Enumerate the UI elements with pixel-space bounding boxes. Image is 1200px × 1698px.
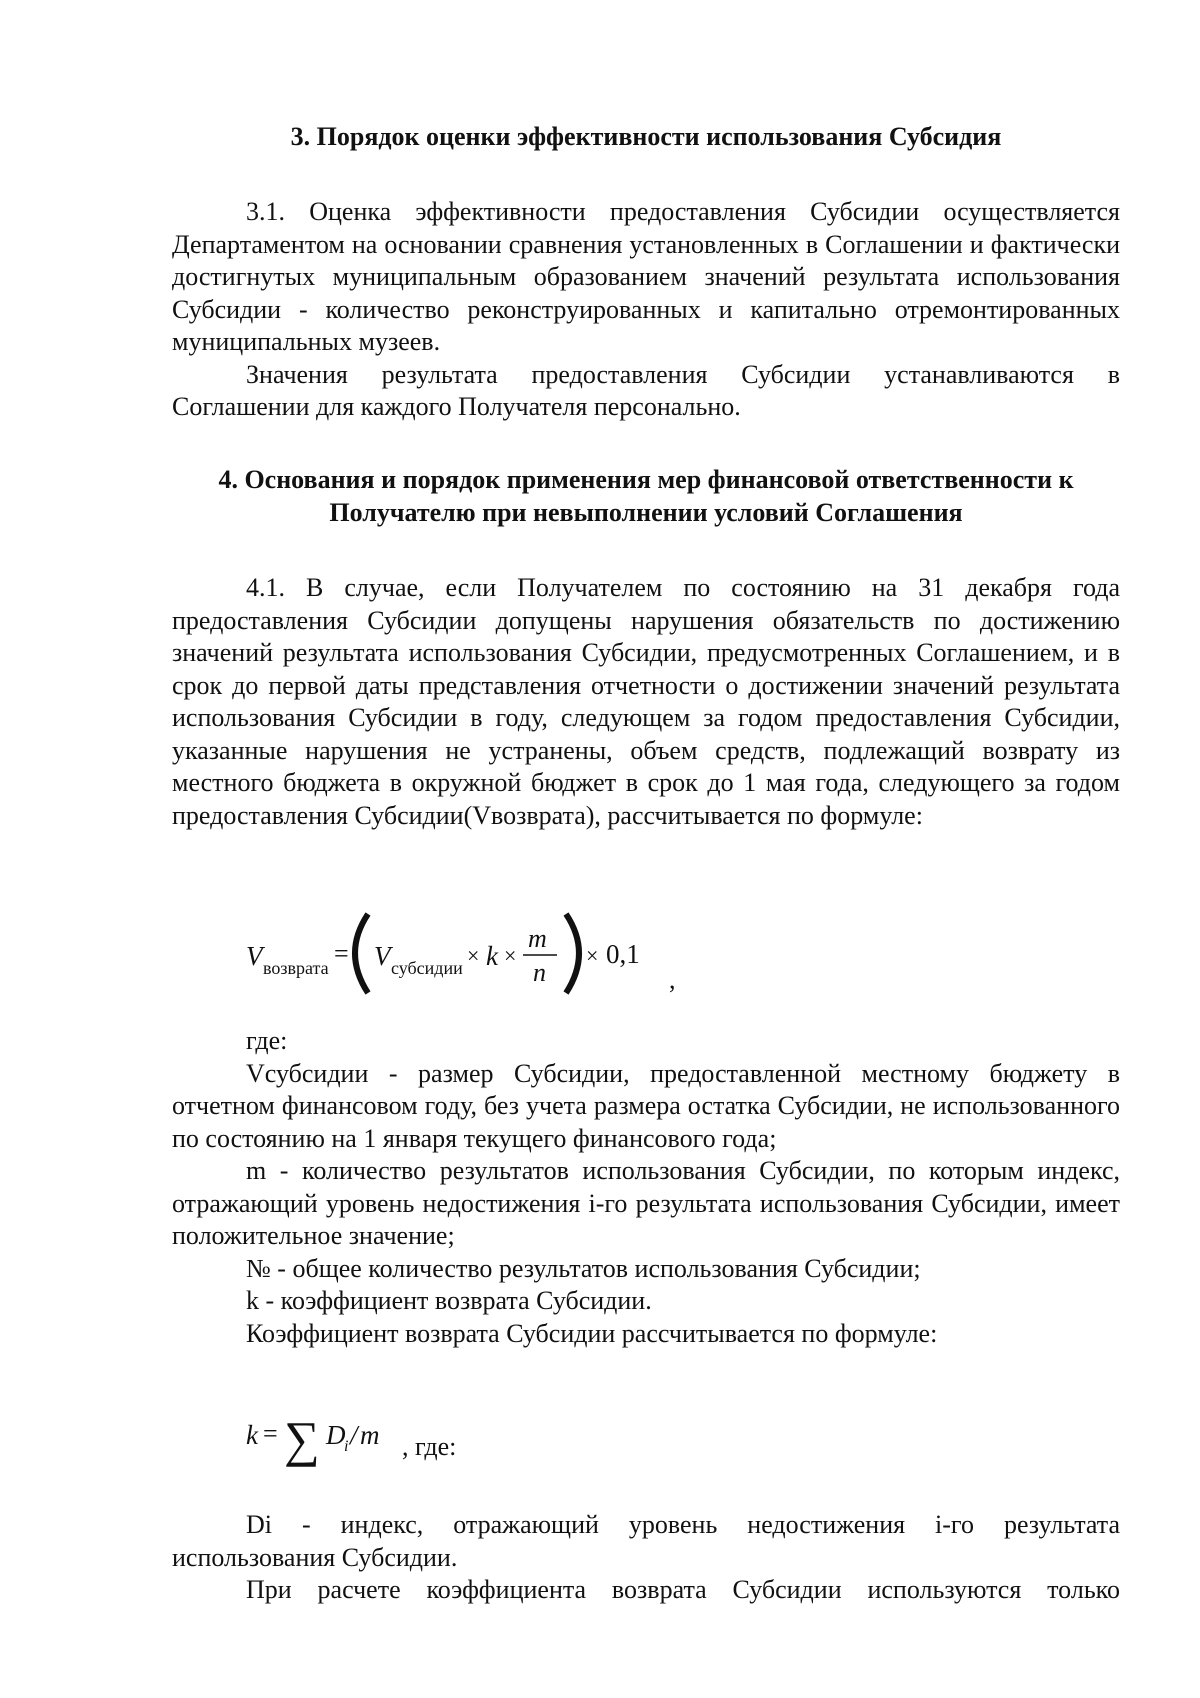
formula-right-paren <box>566 914 579 993</box>
paragraph-3-values: Значения результата предоставления Субсидии устанавливаются в Соглашении для каждого Получателя персонально. <box>172 359 1120 421</box>
return-volume-formula <box>246 900 716 1008</box>
formula2-i: i <box>344 1438 349 1455</box>
formula-equals: = <box>334 939 349 968</box>
where-label: где: <box>246 1026 288 1055</box>
formula2-m: m <box>360 1420 380 1450</box>
formula2-equals: = <box>263 1419 278 1448</box>
formula-factor: 0,1 <box>606 939 640 969</box>
formula-inner-var: V <box>374 941 391 971</box>
k-coefficient-formula <box>246 1398 406 1478</box>
formula-times-1: × <box>467 943 480 968</box>
k-formula-intro: Коэффициент возврата Субсидии рассчитывается по формуле: <box>246 1318 938 1348</box>
def-di: Di - индекс, отражающий уровень недостижения i-го результата использования Субсидии. <box>172 1510 1120 1572</box>
formula2-k: k <box>246 1420 258 1450</box>
formula-times-3: × <box>586 943 599 968</box>
section-4-heading-line-2: Получателю при невыполнении условий Соглашения <box>329 498 963 527</box>
formula-2-where: , где: <box>402 1432 457 1461</box>
paragraph-last: При расчете коэффициента возврата Субсидии используются только <box>246 1575 1120 1604</box>
formula-times-2: × <box>504 943 517 968</box>
formula-1-comma: , <box>669 965 676 994</box>
def-v-subsidy: Vсубсидии - размер Субсидии, предоставленной местному бюджету в отчетном финансовом году, без учета размера остатка Субсидии, не использованного по состоянию на 1 января текущего финансового года; <box>172 1058 1120 1153</box>
formula-lhs-var: V <box>246 941 263 971</box>
formula-k: k <box>486 941 498 971</box>
section-4-heading <box>172 463 1120 529</box>
paragraph-3-1: 3.1. Оценка эффективности предоставления Субсидии осуществляется Департаментом на основании сравнения установленных в Соглашении и фактически достигнутых муниципальным образованием значений результата использования Субсидии - количество реконструированных и капитально отремонтированных муниципальных музеев. <box>172 197 1120 356</box>
section-4-heading-line-1: 4. Основания и порядок применения мер финансовой ответственности к <box>218 465 1074 494</box>
def-n: № - общее количество результатов использования Субсидии; <box>246 1253 921 1283</box>
section-3-body <box>172 196 1120 424</box>
formula-inner-sub: субсидии <box>391 958 463 978</box>
formula-lhs-sub: возврата <box>263 958 329 978</box>
formula2-sum-icon: ∑ <box>284 1411 320 1467</box>
formula-denominator: n <box>533 958 546 987</box>
def-m: m - количество результатов использования Субсидии, по которым индекс, отражающий уровень недостижения i-го результата использования Субсидии, имеет положительное значение; <box>172 1156 1120 1250</box>
formula-numerator: m <box>528 924 547 953</box>
formula-left-paren <box>355 914 368 993</box>
formula2-d: D <box>326 1420 346 1450</box>
def-k: k - коэффициент возврата Субсидии. <box>246 1286 652 1315</box>
definitions-block <box>172 1025 1120 1350</box>
paragraph-4-1: 4.1. В случае, если Получателем по состоянию на 31 декабря года предоставления Субсидии допущены нарушения обязательств по достижению значений результата использования Субсидии, предусмотренных Соглашением, и в срок до первой даты представления отчетности о достижении значений результата использования Субсидии в году, следующем за годом предоставления Субсидии, указанные нарушения не устранены, объем средств, подлежащий возврату из местного бюджета в окружной бюджет в срок до 1 мая года, следующего за годом предоставления Субсидии(Vвозврата), рассчитывается по формуле: <box>172 573 1120 830</box>
section-3-heading: 3. Порядок оценки эффективности использования Субсидия <box>290 122 1002 151</box>
formula2-slash: / <box>350 1420 358 1450</box>
